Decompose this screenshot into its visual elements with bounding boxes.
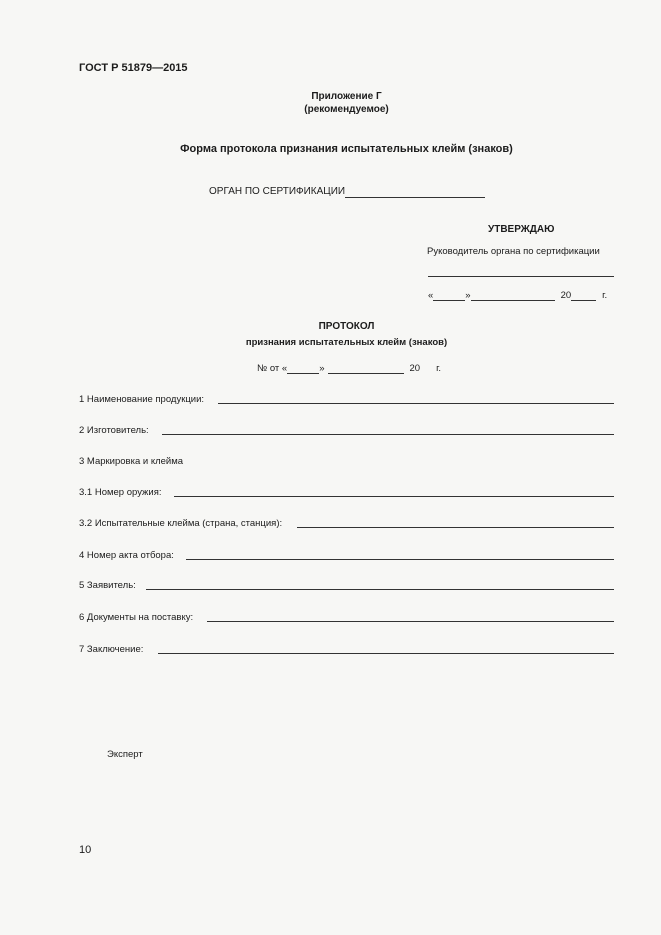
field-applicant-line bbox=[146, 589, 614, 590]
year-suffix: г. bbox=[602, 290, 608, 301]
field-applicant: 5 Заявитель: bbox=[79, 580, 136, 591]
field-marking: 3 Маркировка и клейма bbox=[79, 456, 184, 467]
number-close-quote: » bbox=[319, 363, 325, 374]
organ-label: ОРГАН ПО СЕРТИФИКАЦИИ bbox=[209, 186, 346, 197]
close-quote: » bbox=[465, 290, 471, 301]
field-product-name-line bbox=[218, 403, 614, 404]
standard-code: ГОСТ Р 51879—2015 bbox=[79, 62, 188, 74]
annex-subtitle: (рекомендуемое) bbox=[304, 104, 389, 115]
field-proof-marks: 3.2 Испытательные клейма (страна, станция): bbox=[79, 518, 283, 529]
field-delivery-docs: 6 Документы на поставку: bbox=[79, 612, 194, 623]
field-proof-marks-line bbox=[297, 527, 614, 528]
annex-title: Приложение Г bbox=[311, 91, 382, 102]
year-blank bbox=[571, 290, 596, 301]
field-product-name: 1 Наименование продукции: bbox=[79, 394, 205, 405]
field-weapon-number: 3.1 Номер оружия: bbox=[79, 487, 162, 498]
signature-line bbox=[428, 276, 614, 277]
field-conclusion: 7 Заключение: bbox=[79, 644, 144, 655]
page-number: 10 bbox=[79, 844, 92, 856]
expert-label: Эксперт bbox=[107, 749, 143, 760]
number-month-blank bbox=[328, 363, 404, 374]
field-conclusion-line bbox=[158, 653, 614, 654]
open-quote: « bbox=[428, 290, 434, 301]
field-manufacturer-line bbox=[162, 434, 614, 435]
number-day-blank bbox=[287, 363, 319, 374]
field-manufacturer: 2 Изготовитель: bbox=[79, 425, 149, 436]
day-blank bbox=[433, 290, 465, 301]
year-prefix: 20 bbox=[560, 290, 572, 301]
field-sampling-act: 4 Номер акта отбора: bbox=[79, 550, 174, 561]
protocol-number-row bbox=[257, 363, 441, 374]
number-year-suffix: г. bbox=[436, 363, 442, 374]
approval-date-row bbox=[428, 290, 618, 301]
organ-fill-line bbox=[345, 197, 485, 198]
field-weapon-number-line bbox=[174, 496, 614, 497]
protocol-title: ПРОТОКОЛ bbox=[318, 321, 375, 332]
approval-heading: УТВЕРЖДАЮ bbox=[488, 224, 555, 235]
protocol-subtitle: признания испытательных клейм (знаков) bbox=[245, 337, 448, 348]
field-sampling-act-line bbox=[186, 559, 614, 560]
number-prefix: № от « bbox=[257, 363, 288, 374]
field-delivery-docs-line bbox=[207, 621, 614, 622]
number-year-prefix: 20 bbox=[409, 363, 421, 374]
month-blank bbox=[471, 290, 555, 301]
form-title: Форма протокола признания испытательных клейм (знаков) bbox=[180, 143, 513, 155]
approval-role: Руководитель органа по сертификации bbox=[427, 246, 600, 257]
